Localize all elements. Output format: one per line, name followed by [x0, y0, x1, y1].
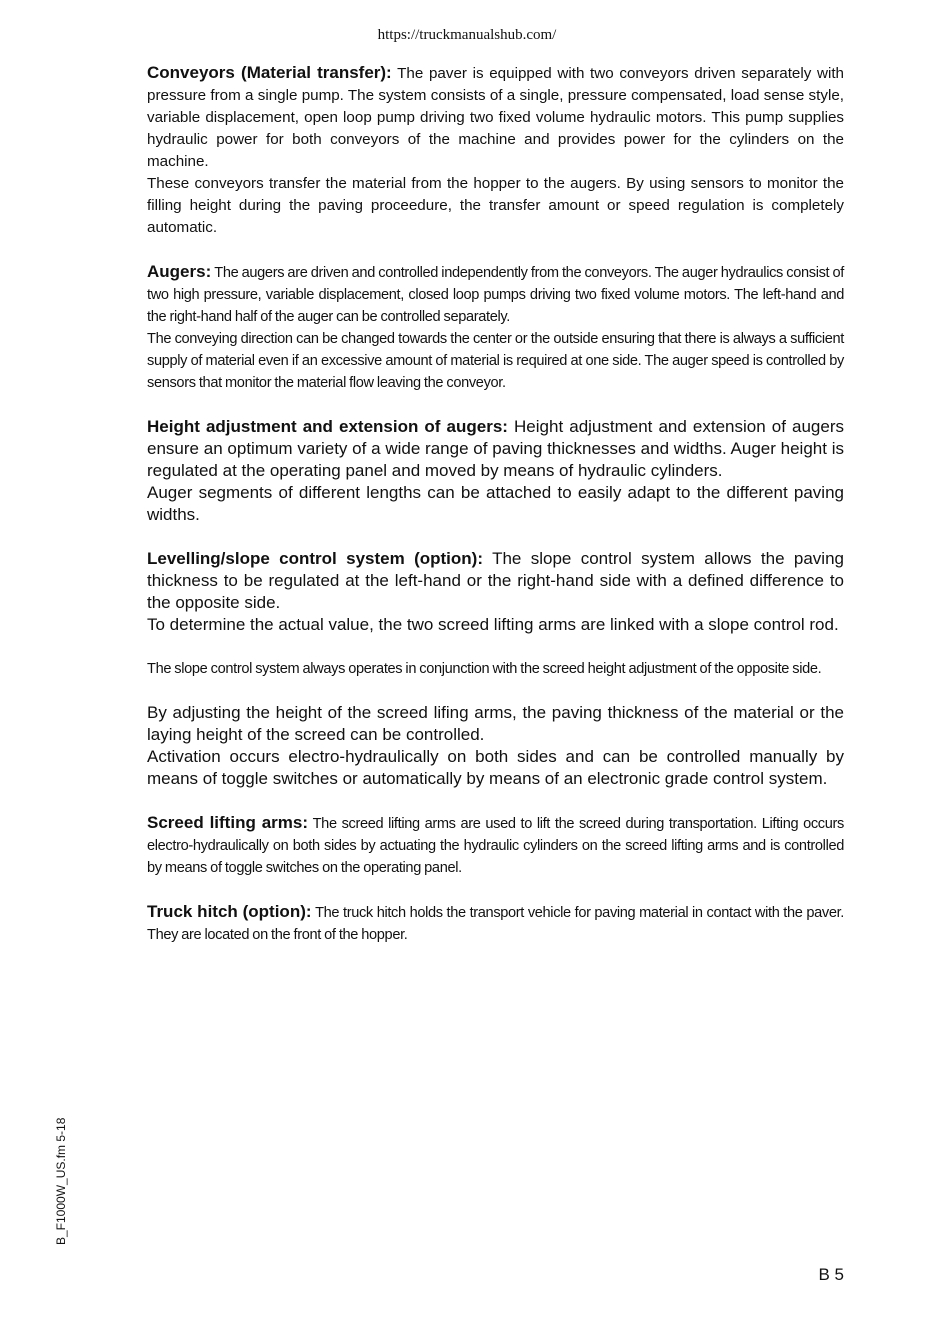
augers-paragraph [147, 261, 844, 328]
levelling-paragraph-2: To determine the actual value, the two screed lifting arms are linked with a slope control rod. [147, 615, 839, 634]
levelling-paragraph-3: By adjusting the height of the screed lifing arms, the paving thickness of the material or the laying height of the screed can be controlled. [147, 703, 844, 744]
levelling-heading: Levelling/slope control system (option): [147, 549, 483, 568]
height-adjustment-heading: Height adjustment and extension of augers: [147, 417, 508, 436]
levelling-text: The slope control system allows the paving thickness to be regulated at the left-hand or the right-hand side with a defined difference to the opposite side. [147, 549, 844, 612]
levelling-paragraph-4: Activation occurs electro-hydraulically on both sides and can be controlled manually by means of toggle switches or automatically by means of an electronic grade control system. [147, 747, 844, 788]
augers-paragraph-2: The conveying direction can be changed towards the center or the outside ensuring that there is always a sufficient supply of material even if an excessive amount of material is required at one side. The auger speed is controlled by sensors that monitor the material flow leaving the conveyor. [147, 331, 844, 391]
augers-heading: Augers: [147, 262, 212, 281]
spacer [147, 239, 844, 261]
levelling-paragraph [147, 548, 844, 614]
truck-hitch-heading: Truck hitch (option): [147, 902, 312, 921]
augers-text: The augers are driven and controlled independently from the conveyors. The auger hydraulics consist of two high pressure, variable displacement, closed loop pumps driving two fixed volume motors. The left-hand and the right-hand half of the auger can be controlled separately. [147, 265, 844, 325]
height-adjustment-paragraph [147, 416, 844, 482]
truck-hitch-paragraph [147, 901, 844, 946]
spacer [147, 526, 844, 548]
truck-hitch-text: The truck hitch holds the transport vehicle for paving material in contact with the paver. They are located on the front of the hopper. [147, 905, 844, 943]
document-body [147, 62, 844, 946]
spacer [147, 790, 844, 812]
site-url[interactable]: https://truckmanualshub.com/ [377, 27, 557, 43]
height-adjustment-paragraph-2: Auger segments of different lengths can be attached to easily adapt to the different paving widths. [147, 483, 844, 524]
screed-lifting-heading: Screed lifting arms: [147, 813, 309, 832]
screed-lifting-paragraph [147, 812, 844, 879]
spacer [147, 394, 844, 416]
height-adjustment-text: Height adjustment and extension of augers ensure an optimum variety of a wide range of paving thicknesses and widths. Auger height is regulated at the operating panel and moved by means of hydraulic cylinders. [147, 417, 844, 480]
spacer [147, 636, 844, 658]
conveyors-paragraph-2: These conveyors transfer the material from the hopper to the augers. By using sensors to monitor the filling height during the paving proceedure, the transfer amount or speed regulation is completely automatic. [147, 175, 844, 236]
page-number: B 5 [818, 1265, 844, 1284]
conveyors-paragraph [147, 62, 844, 173]
file-label: B_F1000W_US.fm 5-18 [54, 1117, 68, 1245]
screed-lifting-text: The screed lifting arms are used to lift the screed during transportation. Lifting occurs electro-hydraulically on both sides by actuating the hydraulic cylinders on the screed lifting arms and is controlled by means of toggle switches on the operating panel. [147, 816, 844, 876]
spacer [147, 879, 844, 901]
conveyors-heading: Conveyors (Material transfer): [147, 63, 392, 82]
levelling-note: The slope control system always operates in conjunction with the screed height adjustment of the opposite side. [147, 661, 822, 677]
conveyors-text: The paver is equipped with two conveyors driven separately with pressure from a single pump. The system consists of a single, pressure compensated, load sense style, variable displacement, open loop pump driving two fixed volume hydraulic motors. This pump supplies hydraulic power for both conveyors of the machine and provides power for the cylinders on the machine. [147, 65, 844, 170]
spacer [147, 680, 844, 702]
